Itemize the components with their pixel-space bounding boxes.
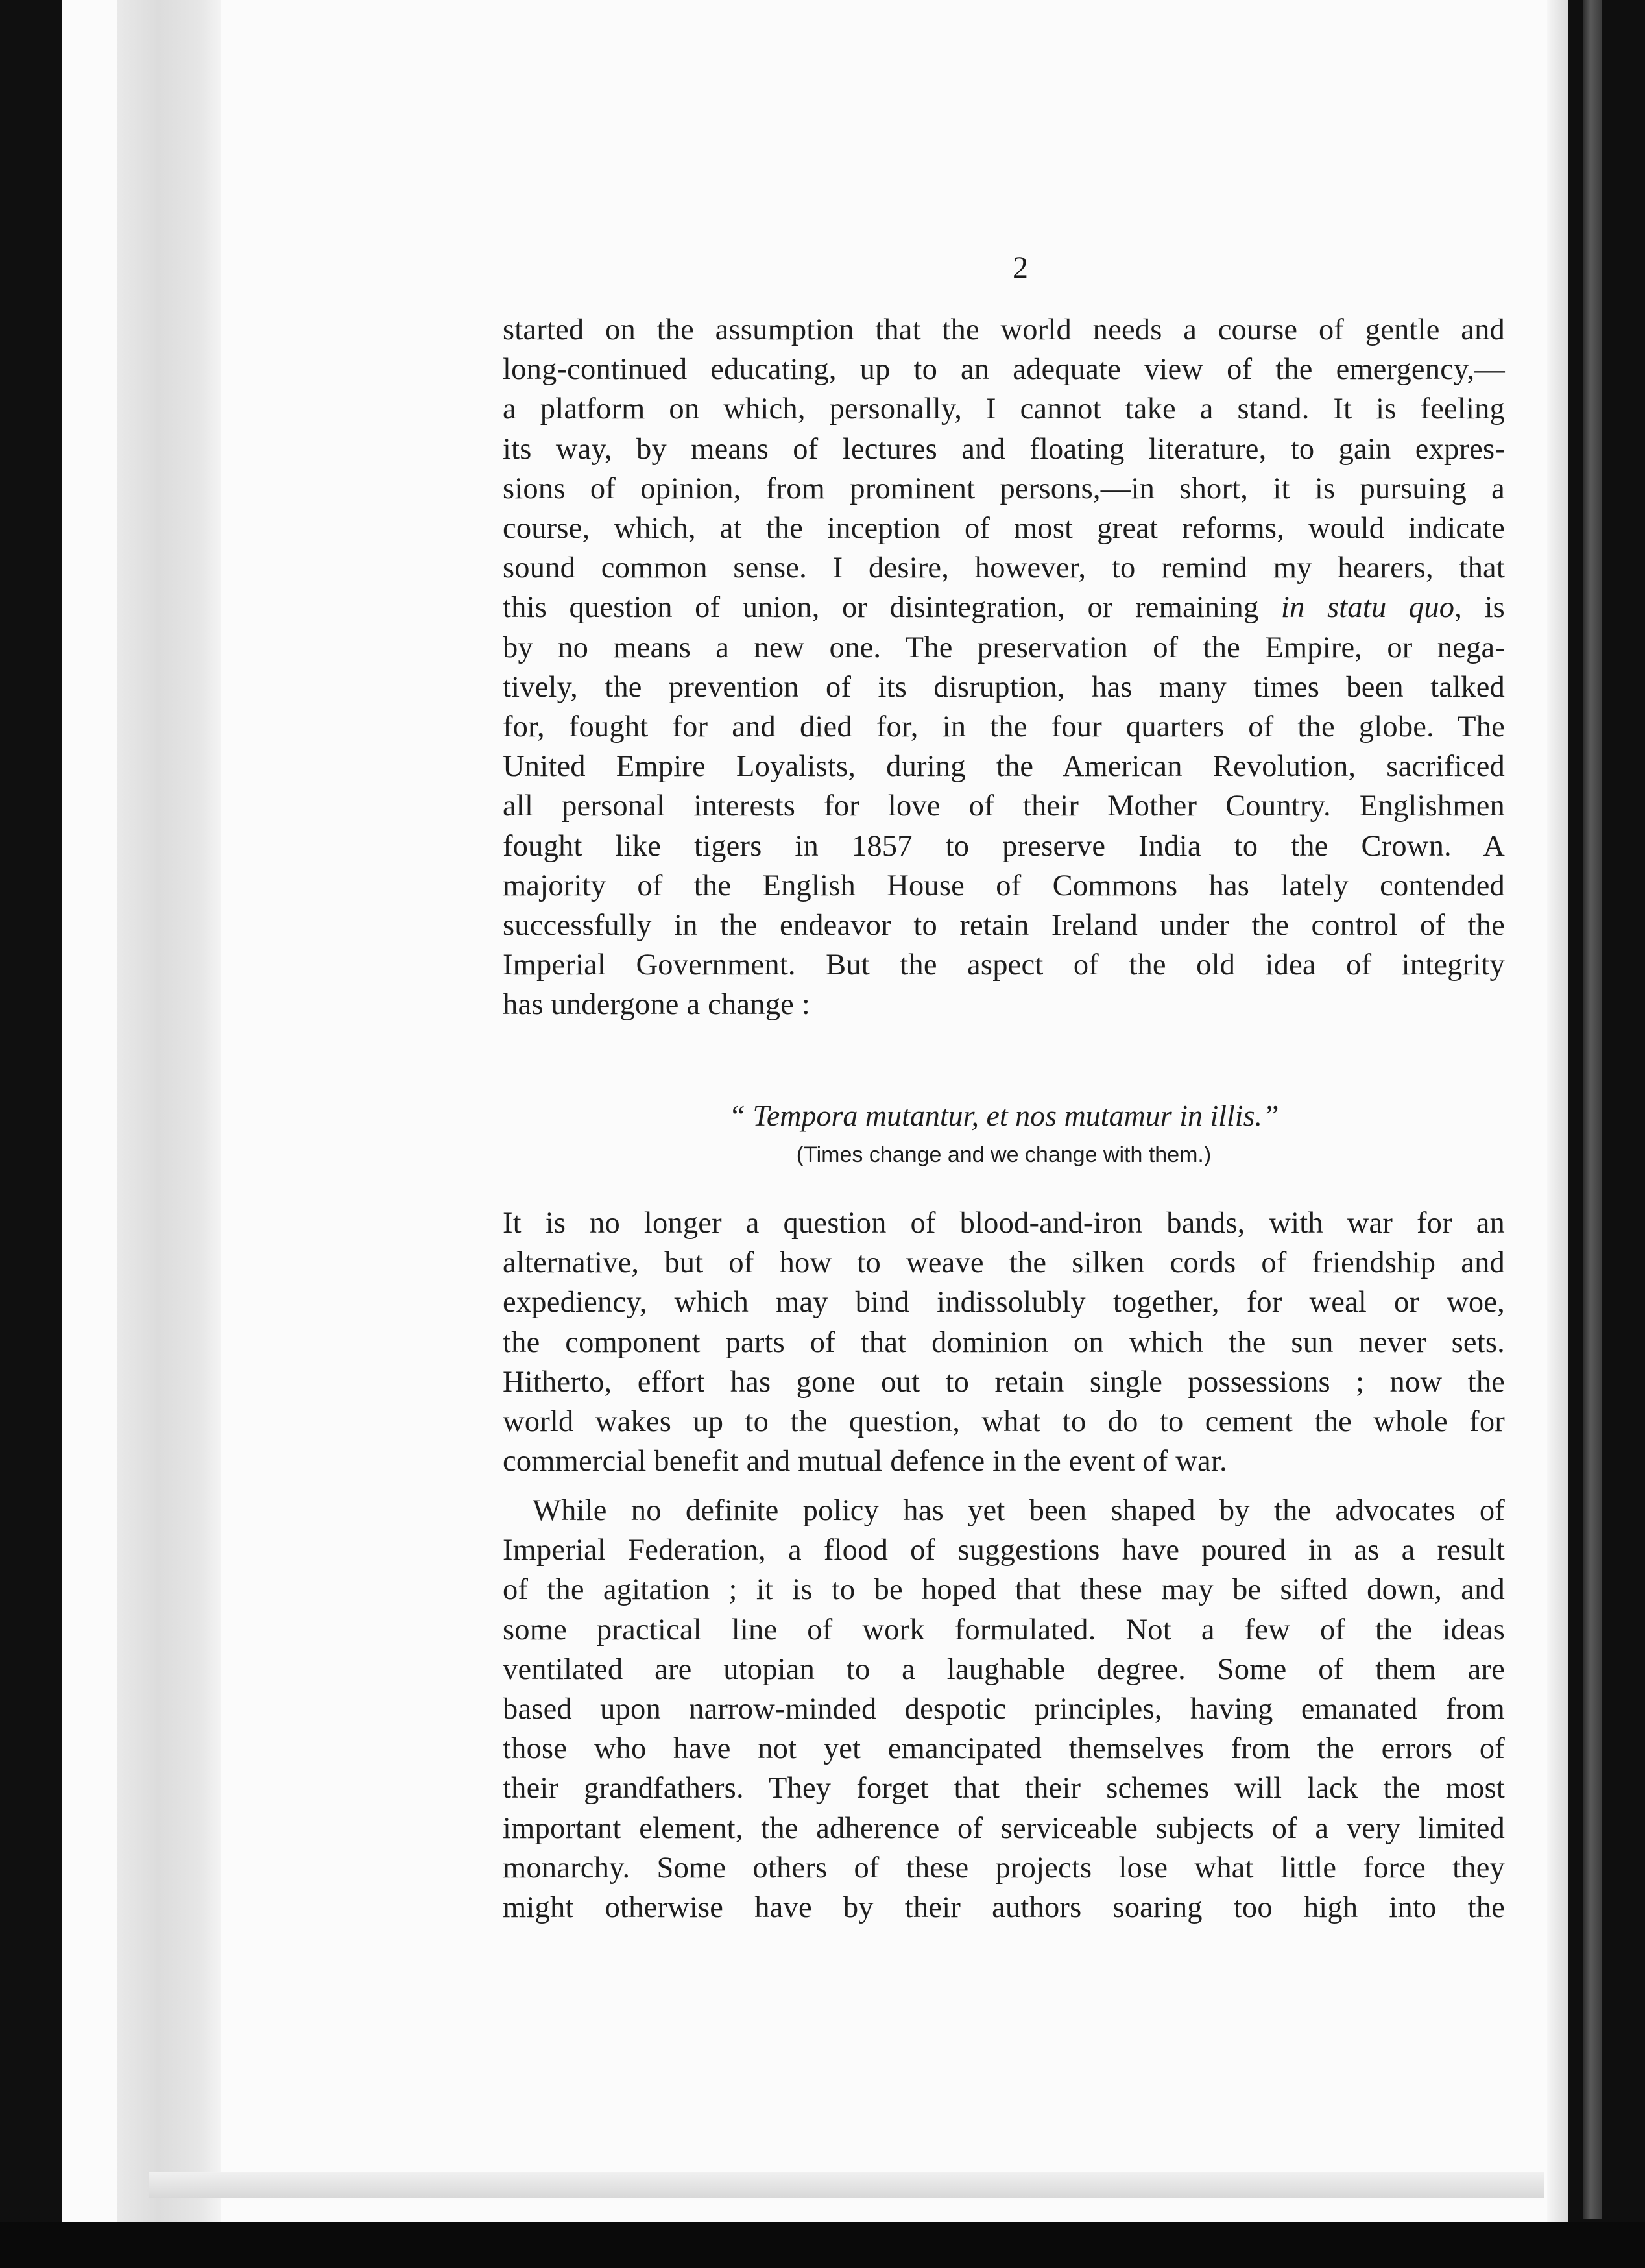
page-shadow-bottom <box>149 2172 1544 2198</box>
text-line-segment: , is <box>1454 591 1505 625</box>
text-line: long-continued educating, up to an adequate view of the emergency,— <box>503 353 1505 387</box>
text-line: based upon narrow-minded despotic principles, having emanated from <box>503 1693 1505 1726</box>
page-number: 2 <box>1013 250 1028 285</box>
text-line: those who have not yet emancipated themselves from the errors of <box>503 1732 1505 1766</box>
scan-bottom-margin <box>0 2222 1645 2268</box>
text-line: their grandfathers. They forget that their schemes will lack the most <box>503 1772 1505 1805</box>
text-line: for, fought for and died for, in the four quarters of the globe. The <box>503 710 1505 744</box>
text-line: might otherwise have by their authors soaring too high into the <box>503 1891 1505 1925</box>
text-line: commercial benefit and mutual defence in the event of war. <box>503 1445 1227 1478</box>
scan-left-margin <box>0 0 62 2268</box>
text-line: course, which, at the inception of most great reforms, would indicate <box>503 512 1505 546</box>
page-shadow-left <box>117 0 221 2222</box>
text-line: of the agitation ; it is to be hoped that these may be sifted down, and <box>503 1573 1505 1607</box>
latin-quotation <box>503 1096 1505 1174</box>
text-line <box>503 588 1505 627</box>
text-line: started on the assumption that the world needs a course of gentle and <box>503 313 1505 346</box>
text-line-segment: this question of union, or disintegration, or remaining <box>503 591 1281 625</box>
text-line: a platform on which, personally, I cannot take a stand. It is feeling <box>503 392 1505 426</box>
text-line: monarchy. Some others of these projects lose what little force they <box>503 1851 1505 1885</box>
paragraph-2 <box>503 1203 1505 1481</box>
text-line: fought like tigers in 1857 to preserve India to the Crown. A <box>503 829 1505 863</box>
text-line: alternative, but of how to weave the silken cords of friendship and <box>503 1246 1505 1280</box>
latin-phrase: in statu quo <box>1280 591 1455 625</box>
text-line: ventilated are utopian to a laughable degree. Some of them are <box>503 1652 1505 1686</box>
page-right-edge <box>1547 0 1568 2222</box>
paragraph-3 <box>503 1491 1505 1927</box>
text-line: world wakes up to the question, what to do to cement the whole for <box>503 1405 1505 1439</box>
text-line: Imperial Federation, a flood of suggestions have poured in as a result <box>503 1534 1505 1567</box>
text-line: has undergone a change : <box>503 988 810 1022</box>
text-line: sound common sense. I desire, however, to remind my hearers, that <box>503 551 1505 585</box>
text-line: tively, the prevention of its disruption, has many times been talked <box>503 670 1505 704</box>
text-line: some practical line of work formulated. Not a few of the ideas <box>503 1613 1505 1647</box>
text-line: expediency, which may bind indissolubly together, for weal or woe, <box>503 1286 1505 1320</box>
text-line: all personal interests for love of their Mother Country. Englishmen <box>503 790 1505 823</box>
quote-latin: “ Tempora mutantur, et nos mutamur in illis.” <box>728 1099 1279 1132</box>
text-line: While no definite policy has yet been shaped by the advocates of <box>533 1494 1505 1527</box>
text-line: Hitherto, effort has gone out to retain single possessions ; now the <box>503 1365 1505 1399</box>
text-line: Imperial Government. But the aspect of the old idea of integrity <box>503 948 1505 982</box>
text-line: United Empire Loyalists, during the American Revolution, sacrificed <box>503 750 1505 784</box>
text-line: sions of opinion, from prominent persons,—in short, it is pursuing a <box>503 472 1505 505</box>
quote-translation: (Times change and we change with them.) <box>796 1142 1212 1167</box>
scan-right-binding <box>1568 0 1645 2268</box>
paragraph-1 <box>503 310 1505 1025</box>
text-line: majority of the English House of Commons has lately contended <box>503 869 1505 902</box>
text-line: the component parts of that dominion on which the sun never sets. <box>503 1325 1505 1359</box>
text-line: It is no longer a question of blood-and-iron bands, with war for an <box>503 1207 1505 1240</box>
text-line: important element, the adherence of serviceable subjects of a very limited <box>503 1811 1505 1845</box>
text-line: by no means a new one. The preservation of the Empire, or nega- <box>503 631 1505 664</box>
text-line: its way, by means of lectures and floating literature, to gain expres- <box>503 432 1505 466</box>
text-line: successfully in the endeavor to retain Ireland under the control of the <box>503 909 1505 943</box>
